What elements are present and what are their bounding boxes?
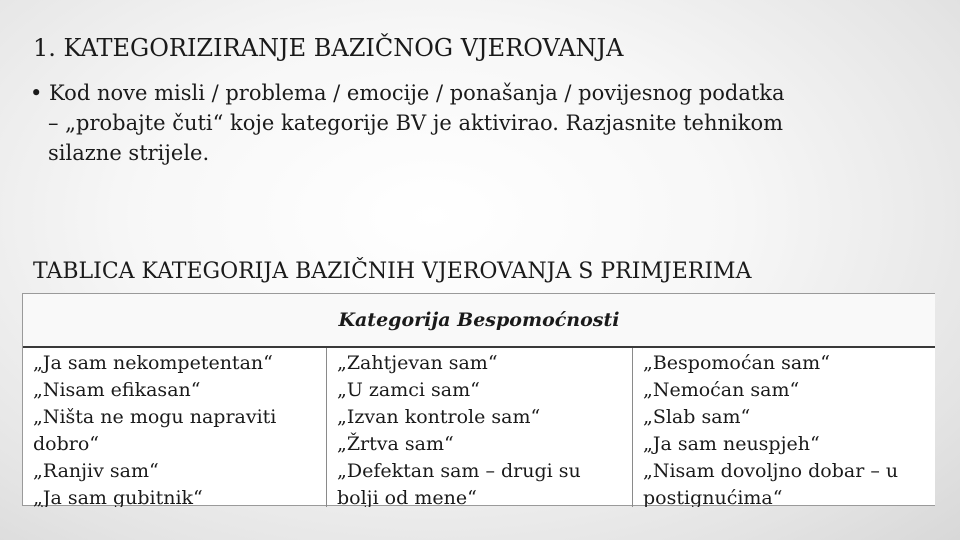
table-header: Kategorija Bespomoćnosti	[23, 294, 935, 348]
table-cell-line: „Nemoćan sam“	[643, 379, 800, 401]
table-cell-line: postignućima“	[643, 487, 783, 507]
bullet-line: silazne strijele.	[48, 141, 210, 165]
bullet-paragraph	[30, 78, 930, 168]
table-cell-line: „Nisam dovoljno dobar – u	[643, 460, 899, 482]
beliefs-table	[22, 293, 935, 506]
table-cell-line: bolji od mene“	[337, 487, 477, 507]
table-cell-line: „Ništa ne mogu napraviti	[33, 406, 277, 428]
table-cell-line: „Zahtjevan sam“	[337, 352, 498, 374]
table-cell-line: „Žrtva sam“	[337, 433, 454, 455]
table-column	[633, 348, 934, 507]
table-cell-line: „Ja sam nekompetentan“	[33, 352, 273, 374]
table-cell-line: „Nisam efikasan“	[33, 379, 201, 401]
table-column	[327, 348, 633, 507]
table-column	[23, 348, 327, 507]
table-caption: TABLICA KATEGORIJA BAZIČNIH VJEROVANJA S PRIMJERIMA	[33, 259, 752, 284]
table-cell-line: „Defektan sam – drugi su	[337, 460, 581, 482]
table-cell-line: „Ja sam gubitnik“	[33, 487, 203, 507]
table-cell-line: „Ranjiv sam“	[33, 460, 159, 482]
table-cell-line: „Ja sam neuspjeh“	[643, 433, 820, 455]
table-cell-line: „U zamci sam“	[337, 379, 480, 401]
table-cell-line: dobro“	[33, 433, 99, 455]
bullet-line: – „probajte čuti“ koje kategorije BV je aktivirao. Razjasnite tehnikom	[48, 111, 784, 135]
table-body	[23, 348, 935, 507]
table-cell-line: „Izvan kontrole sam“	[337, 406, 541, 428]
slide-title: 1. KATEGORIZIRANJE BAZIČNOG VJEROVANJA	[33, 34, 624, 62]
table-cell-line: „Bespomoćan sam“	[643, 352, 830, 374]
bullet-line: • Kod nove misli / problema / emocije / ponašanja / povijesnog podatka	[30, 81, 785, 105]
table-cell-line: „Slab sam“	[643, 406, 751, 428]
